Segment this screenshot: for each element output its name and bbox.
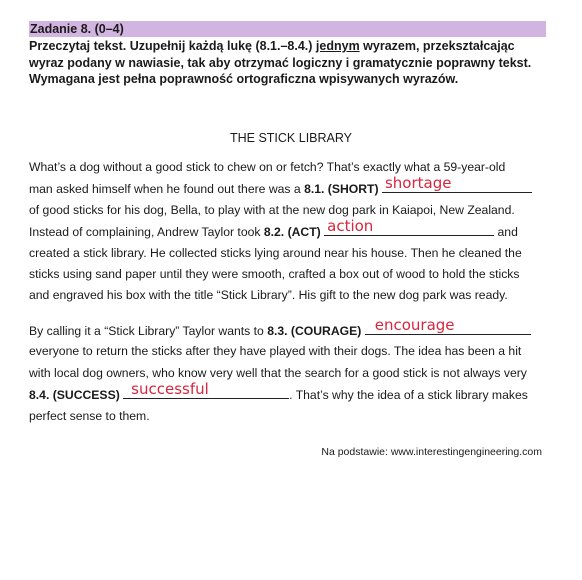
handwritten-answer-8-4: successful [131,380,209,399]
story-line [29,316,559,341]
story-line [29,174,559,199]
task-header-text: Zadanie 8. (0–4) [30,22,124,36]
story-line: of good sticks for his dog, Bella, to play with at the new dog park in Kaiapoi, New Zealand. [29,202,515,217]
handwritten-answer-8-1: shortage [384,174,452,193]
gap-label-8-2: 8.2. (ACT) [263,225,321,240]
instructions-line-1 [29,38,554,55]
instructions-underlined-word: jednym [315,39,360,53]
story-text: man asked himself when he found out there was a [29,182,305,197]
answer-blank-8-1[interactable] [382,174,532,193]
answer-blank-8-4[interactable] [123,380,289,399]
story-line: everyone to return the sticks after they have played with their dogs. The idea has been a hit [29,344,522,359]
story-text: Instead of complaining, Andrew Taylor took [29,225,264,240]
story-line: created a stick library. He collected sticks lying around near his house. Then he cleaned the [29,245,522,260]
story-paragraph-2 [29,316,559,427]
answer-blank-8-2[interactable] [324,217,494,236]
handwritten-answer-8-2: action [327,217,374,236]
story-line: sticks using sand paper until they were smooth, crafted a box out of wood to hold the sticks [29,266,520,281]
story-title: THE STICK LIBRARY [229,131,353,145]
instructions-line-3: Wymagana jest pełna poprawność ortograficzna wpisywanych wyrazów. [29,72,459,86]
task-header [29,21,546,37]
gap-label-8-4: 8.4. (SUCCESS) [29,388,120,403]
story-text: and [494,225,518,240]
answer-blank-8-3[interactable] [365,316,531,335]
story-line: perfect sense to them. [29,408,150,423]
story-paragraph-1 [29,157,559,307]
source-attribution: Na podstawie: www.interestingengineering.com [321,446,542,458]
story-line: and engraved his box with the title “Stick Library”. His gift to the new dog park was ready. [29,288,508,303]
handwritten-answer-8-3: encourage [374,316,455,334]
story-text: By calling it a “Stick Library” Taylor wants to [29,324,268,338]
instructions-text: wyrazem, przekształcając [359,39,515,53]
story-line [29,380,559,405]
story-text: . That’s why the idea of a stick library makes [289,388,528,403]
task-instructions [29,38,554,88]
gap-label-8-1: 8.1. (SHORT) [304,182,379,197]
instructions-line-2: wyraz podany w nawiasie, tak aby otrzymać logiczny i gramatycznie poprawny tekst. [29,55,532,70]
story-line: What’s a dog without a good stick to chew on or fetch? That’s exactly what a 59-year-old [29,160,506,174]
story-line [29,217,559,242]
instructions-text: Przeczytaj tekst. Uzupełnij każdą lukę (8.1.–8.4.) [29,39,316,53]
gap-label-8-3: 8.3. (COURAGE) [267,324,362,338]
story-line: with local dog owners, who know very well that the search for a good stick is not always very [29,365,527,380]
